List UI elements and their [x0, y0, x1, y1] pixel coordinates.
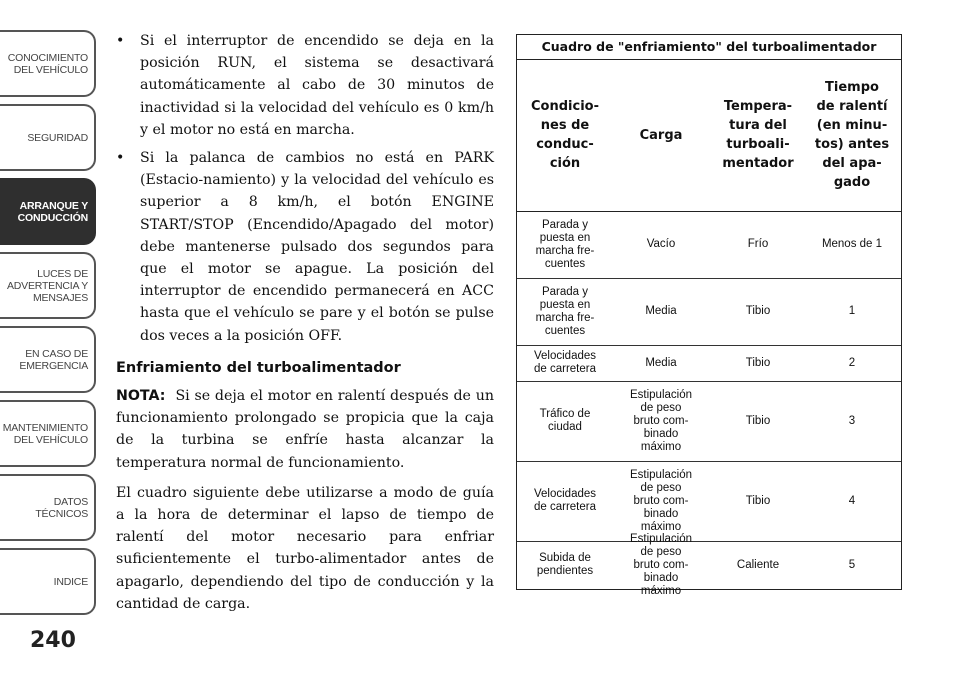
cell-temperature: Caliente	[736, 558, 780, 571]
cell-conditions: Tráfico de ciudad	[539, 408, 591, 433]
header-temperature: Tempera- tura del turboali- mentador	[722, 99, 794, 171]
table-header-row	[517, 59, 901, 212]
bullet-item	[116, 147, 494, 347]
cell-conditions: Velocidades de carretera	[533, 488, 597, 513]
tab-label: EN CASO DE EMERGENCIA	[19, 347, 88, 372]
note-label: NOTA:	[116, 388, 166, 405]
cell-conditions: Parada y puesta en marcha fre- cuentes	[535, 218, 595, 270]
bullet-symbol: •	[116, 33, 125, 49]
tab-label: INDICE	[53, 575, 88, 588]
cell-idle-time: 4	[848, 494, 856, 507]
cell-load: Estipulación de peso bruto com- binado máximo	[629, 388, 692, 453]
body-paragraph: El cuadro siguiente debe utilizarse a modo de guía a la hora de determinar el lapso de tiempo de ralentí del motor necesario para enfriar suficientemente el turbo-alimentador antes de apagarlo, dependiendo del tipo de conducción y la cantidad de carga.	[116, 484, 494, 612]
tab-en-caso-de-emergencia[interactable]	[0, 326, 96, 393]
tab-label: MANTENIMIENTO DEL VEHÍCULO	[2, 421, 88, 446]
bullet-item	[116, 30, 494, 141]
table-row	[517, 211, 901, 279]
cell-idle-time: 3	[848, 414, 856, 427]
bullet-symbol: •	[116, 150, 125, 167]
tab-label: DATOS TÉCNICOS	[35, 495, 88, 520]
cell-idle-time: Menos de 1	[821, 238, 883, 250]
tab-luces-de-advertencia[interactable]	[0, 252, 96, 319]
table-row	[517, 345, 901, 382]
note-text: Si se deja el motor en ralentí después de un funcionamiento prolongado se propicia que la caja de la turbina se enfríe hasta alcanzar la temperatura normal de funcionamiento.	[116, 388, 494, 471]
cell-load: Estipulación de peso bruto com- binado máximo	[629, 468, 692, 533]
bullet-text: Si el interruptor de encendido se deja en la posición RUN, el sistema se desactivará automáticamente al cabo de 30 minutos de inactividad si la velocidad del vehículo es 0 km/h y el motor no está en marcha.	[140, 33, 494, 138]
table-row	[517, 461, 901, 542]
tab-conocimiento-del-vehiculo[interactable]	[0, 30, 96, 97]
cell-idle-time: 2	[848, 356, 856, 369]
tab-datos-tecnicos[interactable]	[0, 474, 96, 541]
cell-load: Media	[645, 356, 677, 369]
table-row	[517, 381, 901, 462]
tab-label: SEGURIDAD	[27, 131, 88, 144]
table-row	[517, 532, 901, 597]
cell-load: Media	[645, 305, 677, 317]
cell-conditions: Velocidades de carretera	[533, 350, 597, 375]
cell-idle-time: 5	[848, 558, 856, 571]
header-conditions: Condicio- nes de conduc- ción	[531, 99, 599, 171]
cell-load: Vacío	[646, 238, 676, 250]
tab-label: LUCES DE ADVERTENCIA Y MENSAJES	[6, 267, 88, 304]
cell-conditions: Parada y puesta en marcha fre- cuentes	[535, 285, 595, 337]
note-paragraph	[116, 385, 494, 474]
turbo-cooldown-table	[516, 34, 902, 597]
cell-conditions: Subida de pendientes	[536, 552, 594, 577]
cell-temperature: Tibio	[745, 305, 771, 317]
cell-temperature: Tibio	[745, 356, 771, 369]
tab-mantenimiento-del-vehiculo[interactable]	[0, 400, 96, 467]
tab-label: ARRANQUE Y CONDUCCIÓN	[17, 199, 88, 224]
section-heading: Enfriamiento del turboalimentador	[116, 359, 401, 376]
cell-idle-time: 1	[848, 305, 856, 317]
tab-indice[interactable]	[0, 548, 96, 615]
cell-temperature: Tibio	[745, 414, 771, 427]
cell-temperature: Frío	[747, 238, 769, 250]
text-column	[116, 30, 494, 615]
tab-arranque-y-conduccion[interactable]	[0, 178, 96, 245]
page-number: 240	[30, 628, 76, 653]
tab-seguridad[interactable]	[0, 104, 96, 171]
cell-load: Estipulación de peso bruto com- binado máximo	[629, 532, 692, 597]
table-row	[517, 278, 901, 346]
table-caption: Cuadro de "enfriamiento" del turboalimentador	[517, 35, 901, 60]
tab-label: CONOCIMIENTO DEL VEHÍCULO	[7, 51, 88, 76]
cell-temperature: Tibio	[745, 494, 771, 507]
bullet-text: Si la palanca de cambios no está en PARK (Estacio-namiento) y la velocidad del vehículo es superior a 8 km/h, el botón ENGINE START/STOP (Encendido/Apagado del motor) debe mantenerse pulsado dos segundos para que el motor se apague. La posición del interruptor de encendido permanecerá en ACC hasta que el vehículo se pare y el botón se pulse dos veces a la posición OFF.	[140, 150, 494, 344]
header-load: Carga	[639, 127, 683, 143]
header-idle-time: Tiempo de ralentí (en minu- tos) antes del apa- gado	[814, 80, 890, 190]
